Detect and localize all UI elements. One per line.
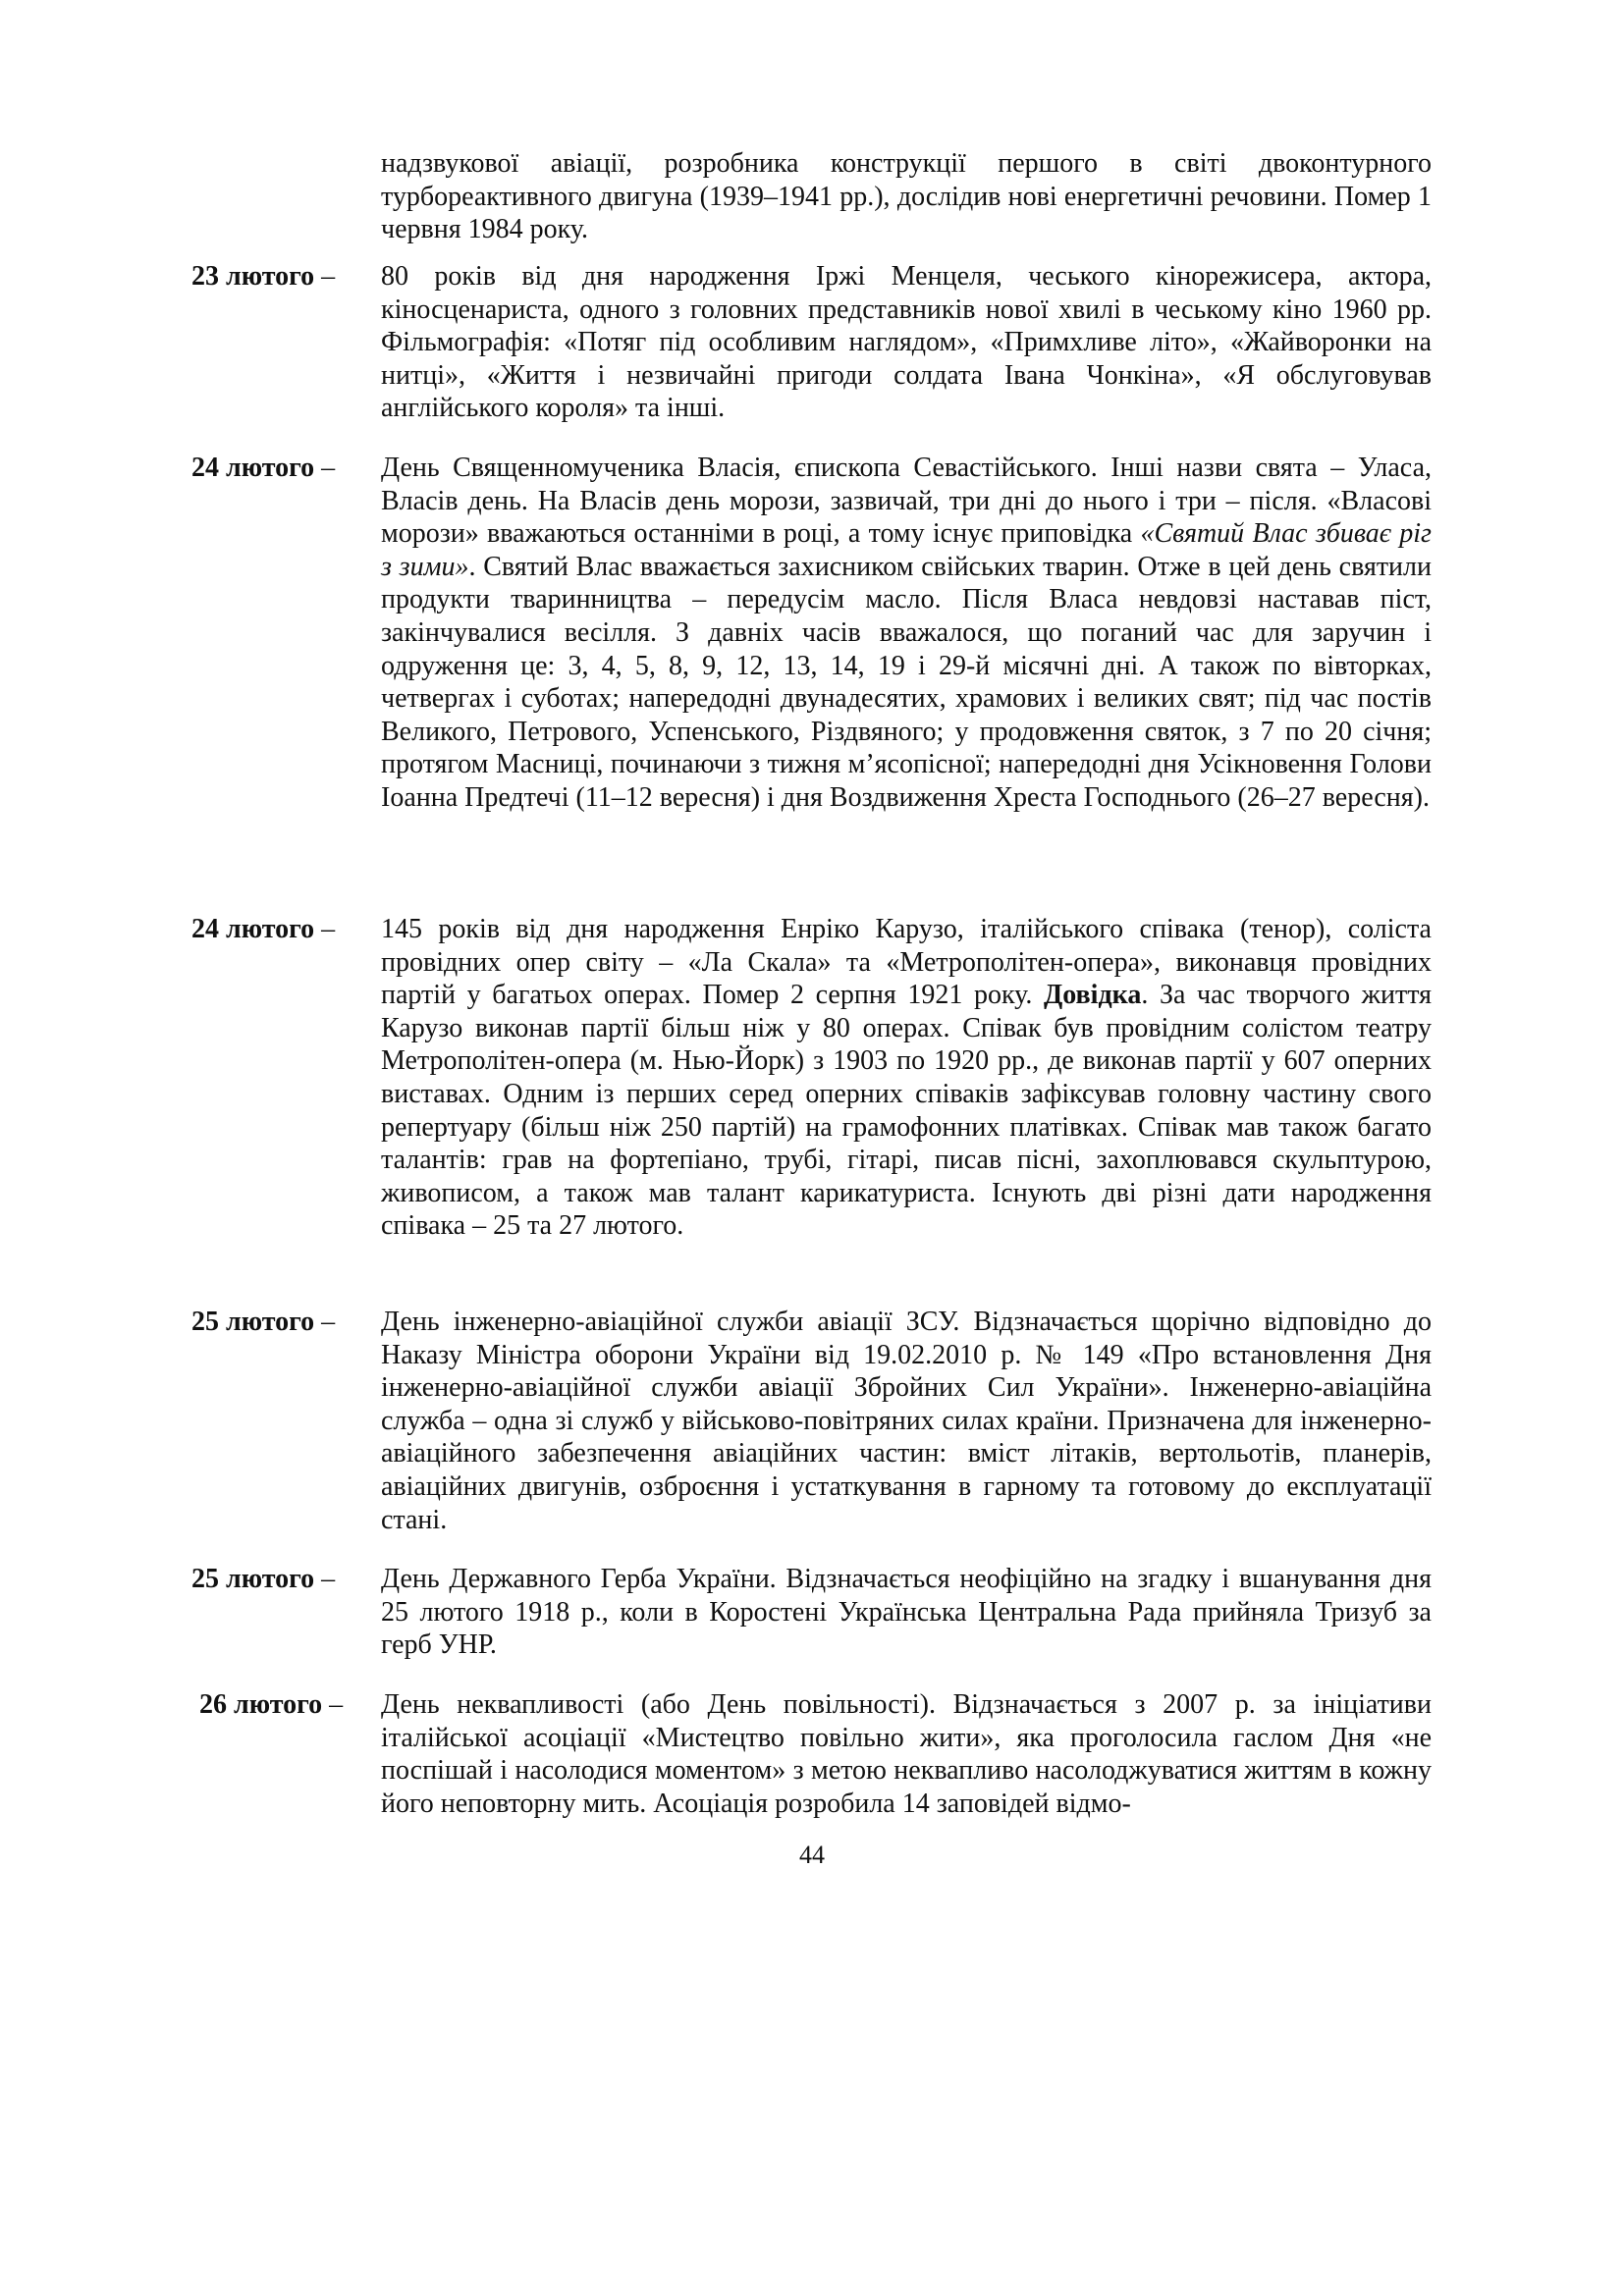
entry-dash: –: [314, 1307, 336, 1337]
entry-dash: –: [314, 261, 336, 292]
calendar-entry: [191, 452, 1432, 815]
continuation-paragraph: надзвукової авіації, розробника конструкції першого в світі двоконтурного турбореактивного двигуна (1939–1941 рр.), дослідив нові енергетичні речовини. Помер 1 червня 1984 року.: [381, 148, 1432, 245]
calendar-entry: [191, 913, 1432, 1243]
calendar-entry: [191, 260, 1432, 425]
entry-dash: –: [322, 1689, 344, 1720]
entry-date: 25 лютого: [191, 1307, 315, 1337]
entry-text-part: . За час творчого життя Карузо виконав партії більш ніж у 80 операх. Співак був провідним солістом театру Метрополітен-опера (м. Нью-Йорк) з 1903 по 1920 рр., де виконав партії у 607 оперних виставах. Одним із перших серед оперних співаків зафіксував головну частину свого репертуару (більш ніж 250 партій) на грамофонних платівках. Співак мав також багато талантів: грав на фортепіано, трубі, гітарі, писав пісні, захоплювався скульптурою, живописом, а також мав талант карикатуриста. Існують дві різні дати народження співака – 25 та 27 лютого.: [381, 980, 1432, 1242]
entry-heading: [191, 1563, 335, 1596]
entry-text: День неквапливості (або День повільності). Відзначається з 2007 р. за ініціативи італійської асоціації «Мистецтво повільно жити», яка проголосила гаслом Дня «не поспішай і насолодися моментом» з метою неквапливо насолоджуватися життям в кожну його неповторну мить. Асоціація розробила 14 заповідей відмо-: [381, 1689, 1432, 1819]
entry-dash: –: [314, 914, 336, 944]
entry-heading: [199, 1688, 343, 1722]
entry-reference-label: Довідка: [1043, 980, 1142, 1011]
entry-text-part: . Святий Влас вважається захисником свійських тварин. Отже в цей день святили продукти тваринництва – передусім масло. Після Власа невдовзі наставав піст, закінчувалися весілля. З давніх часів вважалося, що поганий час для заручин і одруження це: 3, 4, 5, 8, 9, 12, 13, 14, 19 і 29-й місячні дні. А також по вівторках, четвергах і суботах; напередодні двунадесятих, храмових і великих свят; під час постів Великого, Петрового, Успенського, Різдвяного; у продовження святок, з 7 по 20 січня; протягом Масниці, починаючи з тижня м’ясопісної; напередодні дня Усікновення Голови Іоанна Предтечі (11–12 вересня) і дня Воздвиження Хреста Господнього (26–27 вересня).: [381, 551, 1432, 813]
entry-heading: [191, 913, 335, 946]
entry-date: 24 лютого: [191, 914, 315, 944]
entry-quote: «Святий Влас збиває ріг з зими»: [381, 518, 1432, 582]
entry-heading: [191, 452, 335, 485]
entry-date: 24 лютого: [191, 453, 315, 483]
calendar-entry: [191, 1563, 1432, 1662]
entry-heading: [191, 260, 335, 294]
entry-date: 26 лютого: [199, 1689, 323, 1720]
entry-dash: –: [314, 453, 336, 483]
entry-heading: [191, 1306, 335, 1339]
entry-text-part: 145 років від дня народження Енріко Карузо, італійського співака (тенор), соліста провідних опер світу – «Ла Скала» та «Метрополітен-опера», виконавця провідних партій у багатьох операх. Помер 2 серпня 1921 року.: [381, 914, 1432, 1011]
entry-text: [381, 452, 1432, 815]
entry-text: [381, 913, 1432, 1243]
calendar-entry: [191, 1306, 1432, 1536]
calendar-entry: [199, 1688, 1432, 1820]
entry-text: День Державного Герба України. Відзначається неофіційно на згадку і вшанування дня 25 лютого 1918 р., коли в Коростені Українська Центральна Рада прийняла Тризуб за герб УНР.: [381, 1564, 1432, 1661]
entry-text-part: День Священномученика Власія, єпископа Севастійського. Інші назви свята – Уласа, Власів день. На Власів день морози, зазвичай, три дні до нього і три – після. «Власові морози» вважаються останніми в році, а тому існує приповідка: [381, 453, 1432, 550]
page-number: 44: [799, 1841, 825, 1869]
entry-text: День інженерно-авіаційної служби авіації ЗСУ. Відзначається щорічно відповідно до Наказу Міністра оборони України від 19.02.2010 р. № 149 «Про встановлення Дня інженерно-авіаційної служби авіації Збройних Сил України». Інженерно-авіаційна служба – одна зі служб у військово-повітряних силах країни. Призначена для інженерно-авіаційного забезпечення авіаційних частин: вміст літаків, вертольотів, планерів, авіаційних двигунів, озброєння і устаткування в гарному та готовому до експлуатації стані.: [381, 1307, 1432, 1535]
entry-text: 80 років від дня народження Іржі Менцеля, чеського кінорежисера, актора, кіносценариста, одного з головних представників нової хвилі в чеському кіно 1960 рр. Фільмографія: «Потяг під особливим наглядом», «Примхливе літо», «Жайворонки на нитці», «Життя і незвичайні пригоди солдата Івана Чонкіна», «Я обслуговував англійського короля» та інші.: [381, 261, 1432, 424]
entry-dash: –: [314, 1564, 336, 1594]
entry-date: 25 лютого: [191, 1564, 315, 1594]
entry-date: 23 лютого: [191, 261, 315, 292]
